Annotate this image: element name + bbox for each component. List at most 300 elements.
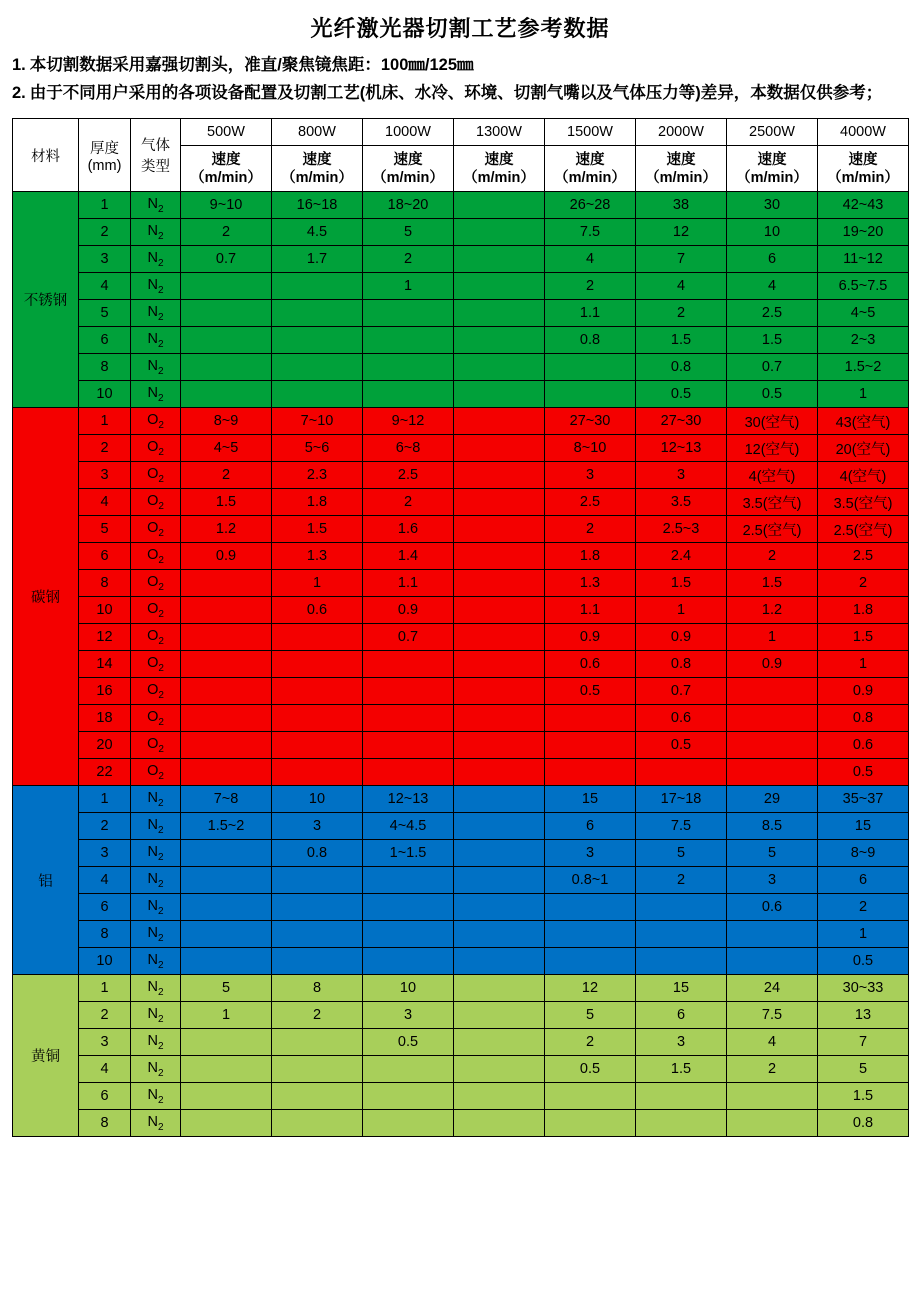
cell-speed: 0.5: [545, 1056, 636, 1083]
cell-speed: [181, 678, 272, 705]
cell-speed: 0.8~1: [545, 867, 636, 894]
cell-gas-type: $N_2$: [131, 300, 181, 327]
cell-speed: 5: [545, 1002, 636, 1029]
cell-speed: [363, 867, 454, 894]
cell-gas-type: $N_2$: [131, 273, 181, 300]
cell-speed: 0.8: [545, 327, 636, 354]
cell-speed: [363, 759, 454, 786]
cell-speed: 1~1.5: [363, 840, 454, 867]
cell-thickness: 12: [79, 624, 131, 651]
cell-speed: 4(空气): [727, 462, 818, 489]
cell-gas-type: $N_2$: [131, 867, 181, 894]
cell-speed: [181, 381, 272, 408]
cell-speed: [454, 921, 545, 948]
cell-speed: [181, 894, 272, 921]
speed-label: 速度: [757, 151, 787, 168]
cell-speed: 29: [727, 786, 818, 813]
cell-speed: 43(空气): [818, 408, 909, 435]
cell-speed: 2: [545, 273, 636, 300]
cell-speed: 5: [727, 840, 818, 867]
cell-speed: 3.5(空气): [727, 489, 818, 516]
cell-thickness: 22: [79, 759, 131, 786]
speed-unit: （m/min）: [554, 169, 626, 186]
cell-speed: 24: [727, 975, 818, 1002]
cell-speed: 8~9: [818, 840, 909, 867]
cell-speed: 0.7: [181, 246, 272, 273]
cell-gas-type: $O_2$: [131, 759, 181, 786]
cell-gas-type: $N_2$: [131, 894, 181, 921]
cell-speed: 0.8: [636, 354, 727, 381]
cell-speed: 4: [636, 273, 727, 300]
cell-speed: 1.6: [363, 516, 454, 543]
cell-speed: 4: [727, 1029, 818, 1056]
table-row: [13, 1029, 909, 1056]
cell-thickness: 1: [79, 192, 131, 219]
cell-speed: [272, 759, 363, 786]
cell-speed: [272, 300, 363, 327]
cell-speed: 6~8: [363, 435, 454, 462]
cell-speed: 2: [818, 894, 909, 921]
cell-speed: 2: [545, 516, 636, 543]
cell-thickness: 3: [79, 840, 131, 867]
cell-gas-type: $N_2$: [131, 327, 181, 354]
cell-speed: [181, 624, 272, 651]
table-row: [13, 597, 909, 624]
note-number: 1.: [12, 56, 26, 74]
cell-speed: [454, 678, 545, 705]
cell-speed: 0.5: [363, 1029, 454, 1056]
cell-speed: 1: [818, 651, 909, 678]
cell-speed: 0.5: [727, 381, 818, 408]
cell-speed: 3: [636, 1029, 727, 1056]
cell-speed: [181, 1029, 272, 1056]
cell-speed: [272, 624, 363, 651]
cell-speed: [363, 894, 454, 921]
page-title: 光纤激光器切割工艺参考数据: [310, 16, 610, 41]
cell-speed: 1.5: [636, 327, 727, 354]
cell-speed: 13: [818, 1002, 909, 1029]
header-power-800w: 800W: [272, 119, 363, 146]
cell-gas-type: $N_2$: [131, 786, 181, 813]
table-row: [13, 786, 909, 813]
table-row: [13, 975, 909, 1002]
cell-gas-type: $N_2$: [131, 1083, 181, 1110]
cell-speed: 1.5: [636, 1056, 727, 1083]
cell-speed: 1: [727, 624, 818, 651]
cell-speed: 17~18: [636, 786, 727, 813]
cell-speed: 1.8: [818, 597, 909, 624]
cell-thickness: 2: [79, 219, 131, 246]
cell-speed: 2: [818, 570, 909, 597]
cell-speed: 2.5: [818, 543, 909, 570]
note-item: [12, 53, 908, 79]
cell-speed: [272, 948, 363, 975]
cell-speed: 6: [545, 813, 636, 840]
cell-speed: [181, 651, 272, 678]
cell-speed: 12(空气): [727, 435, 818, 462]
cell-speed: 1.5: [181, 489, 272, 516]
cell-speed: 0.9: [818, 678, 909, 705]
cell-gas-type: $O_2$: [131, 489, 181, 516]
cell-speed: [181, 300, 272, 327]
cell-speed: 30~33: [818, 975, 909, 1002]
cell-speed: [454, 759, 545, 786]
cell-speed: [363, 327, 454, 354]
table-row: [13, 840, 909, 867]
cell-speed: 2: [636, 300, 727, 327]
table-row: [13, 948, 909, 975]
header-power-4000w: 4000W: [818, 119, 909, 146]
cell-speed: 0.5: [545, 678, 636, 705]
cell-speed: [454, 1110, 545, 1137]
speed-unit: （m/min）: [463, 169, 535, 186]
cell-thickness: 6: [79, 327, 131, 354]
cell-speed: 2: [181, 462, 272, 489]
cell-speed: [181, 948, 272, 975]
table-row: [13, 894, 909, 921]
cell-speed: [545, 1110, 636, 1137]
cell-speed: 2: [727, 543, 818, 570]
cell-speed: [272, 381, 363, 408]
cell-thickness: 2: [79, 435, 131, 462]
cell-speed: 1: [818, 381, 909, 408]
cell-speed: [454, 894, 545, 921]
cell-speed: 8: [272, 975, 363, 1002]
cell-speed: [181, 1083, 272, 1110]
table-row: [13, 813, 909, 840]
table-header: [13, 119, 909, 192]
header-speed-1500w: [545, 146, 636, 192]
cell-speed: [181, 867, 272, 894]
cell-speed: 4~5: [818, 300, 909, 327]
header-speed-2000w: [636, 146, 727, 192]
cell-speed: 0.5: [818, 759, 909, 786]
cell-speed: [636, 894, 727, 921]
cell-speed: 11~12: [818, 246, 909, 273]
cell-speed: 0.6: [636, 705, 727, 732]
cell-speed: 5: [818, 1056, 909, 1083]
cell-speed: [272, 1110, 363, 1137]
cell-speed: 1.5: [818, 624, 909, 651]
cell-speed: 15: [636, 975, 727, 1002]
cell-speed: 6: [727, 246, 818, 273]
cell-gas-type: $O_2$: [131, 408, 181, 435]
cell-speed: 3: [545, 840, 636, 867]
cell-speed: 38: [636, 192, 727, 219]
cell-speed: [636, 921, 727, 948]
cell-speed: 19~20: [818, 219, 909, 246]
cell-speed: 1.1: [545, 597, 636, 624]
table-row: [13, 732, 909, 759]
cell-speed: [272, 1029, 363, 1056]
cell-speed: [545, 354, 636, 381]
cell-speed: 2.5: [727, 300, 818, 327]
cell-speed: [454, 489, 545, 516]
header-power-1500w: 1500W: [545, 119, 636, 146]
cell-speed: 1.5~2: [818, 354, 909, 381]
cell-speed: 1.2: [727, 597, 818, 624]
cell-speed: 6: [818, 867, 909, 894]
note-text: 本切割数据采用嘉强切割头，准直/聚焦镜焦距：100㎜/125㎜: [29, 56, 474, 74]
cell-speed: 5~6: [272, 435, 363, 462]
header-thickness-line1: 厚度: [90, 140, 119, 157]
cell-speed: 0.6: [818, 732, 909, 759]
cell-speed: [545, 732, 636, 759]
cell-speed: [454, 624, 545, 651]
cell-speed: [181, 732, 272, 759]
cell-speed: 2.5(空气): [727, 516, 818, 543]
cell-speed: 1.4: [363, 543, 454, 570]
cell-speed: [545, 381, 636, 408]
cell-speed: 2.5: [545, 489, 636, 516]
cell-thickness: 8: [79, 921, 131, 948]
cell-speed: [272, 354, 363, 381]
cell-speed: [454, 867, 545, 894]
speed-unit: （m/min）: [645, 169, 717, 186]
cell-speed: [181, 570, 272, 597]
note-number: 2.: [12, 83, 26, 102]
cell-gas-type: $N_2$: [131, 1056, 181, 1083]
cell-speed: [272, 921, 363, 948]
cell-speed: 12: [545, 975, 636, 1002]
note-item: [12, 81, 908, 107]
cell-gas-type: $N_2$: [131, 840, 181, 867]
cell-speed: 0.9: [363, 597, 454, 624]
cell-speed: 0.9: [636, 624, 727, 651]
header-speed-4000w: [818, 146, 909, 192]
cell-speed: 2.3: [272, 462, 363, 489]
speed-unit: （m/min）: [736, 169, 808, 186]
cell-speed: [454, 408, 545, 435]
speed-label: 速度: [575, 151, 605, 168]
cell-speed: [727, 759, 818, 786]
cell-speed: 3: [636, 462, 727, 489]
cell-speed: 1: [181, 1002, 272, 1029]
cell-speed: 2: [636, 867, 727, 894]
table-row: [13, 570, 909, 597]
cell-speed: 0.7: [636, 678, 727, 705]
cell-thickness: 6: [79, 1083, 131, 1110]
cell-thickness: 1: [79, 408, 131, 435]
header-speed-1000w: [363, 146, 454, 192]
cutting-parameters-table: [12, 118, 909, 1137]
cell-gas-type: $O_2$: [131, 651, 181, 678]
cell-speed: 4(空气): [818, 462, 909, 489]
cell-speed: [727, 921, 818, 948]
cell-speed: 1.5: [272, 516, 363, 543]
cell-gas-type: $N_2$: [131, 246, 181, 273]
cell-speed: [181, 327, 272, 354]
cell-gas-type: $N_2$: [131, 219, 181, 246]
cell-thickness: 1: [79, 975, 131, 1002]
header-gas-line1: 气体: [141, 138, 170, 155]
cell-speed: [727, 732, 818, 759]
table-row: [13, 1056, 909, 1083]
cell-speed: [181, 1056, 272, 1083]
cell-speed: 0.5: [818, 948, 909, 975]
cell-speed: 12~13: [363, 786, 454, 813]
cell-speed: 15: [818, 813, 909, 840]
cell-speed: 2: [363, 246, 454, 273]
table-row: [13, 624, 909, 651]
cell-speed: 26~28: [545, 192, 636, 219]
cell-thickness: 2: [79, 1002, 131, 1029]
cell-speed: 10: [363, 975, 454, 1002]
cell-speed: 4~5: [181, 435, 272, 462]
cell-speed: [272, 1083, 363, 1110]
cell-speed: 3: [727, 867, 818, 894]
cell-speed: 7.5: [727, 1002, 818, 1029]
cell-speed: 8.5: [727, 813, 818, 840]
cell-thickness: 8: [79, 1110, 131, 1137]
cell-speed: 0.6: [545, 651, 636, 678]
cell-speed: 35~37: [818, 786, 909, 813]
table-row: [13, 219, 909, 246]
cell-speed: [363, 381, 454, 408]
cell-speed: 2: [727, 1056, 818, 1083]
cell-speed: 16~18: [272, 192, 363, 219]
cell-speed: 2: [545, 1029, 636, 1056]
cell-speed: [454, 516, 545, 543]
cell-speed: [272, 1056, 363, 1083]
header-speed-2500w: [727, 146, 818, 192]
cell-speed: [181, 354, 272, 381]
cell-speed: 20(空气): [818, 435, 909, 462]
cell-thickness: 3: [79, 462, 131, 489]
speed-label: 速度: [211, 151, 241, 168]
cell-speed: [636, 1110, 727, 1137]
cell-gas-type: $N_2$: [131, 948, 181, 975]
cell-thickness: 6: [79, 543, 131, 570]
material-label-carbon: 碳钢: [13, 408, 79, 786]
cell-speed: [272, 732, 363, 759]
cell-speed: [454, 273, 545, 300]
cell-speed: [727, 678, 818, 705]
cell-speed: 7~10: [272, 408, 363, 435]
table-row: [13, 1110, 909, 1137]
cell-speed: [272, 273, 363, 300]
cell-speed: 3: [545, 462, 636, 489]
cell-gas-type: $N_2$: [131, 1029, 181, 1056]
cell-speed: 1: [363, 273, 454, 300]
cell-speed: [636, 948, 727, 975]
cell-speed: [181, 1110, 272, 1137]
cell-speed: 1.7: [272, 246, 363, 273]
cell-thickness: 10: [79, 948, 131, 975]
table-row: [13, 921, 909, 948]
cell-speed: [454, 1056, 545, 1083]
table-row: [13, 516, 909, 543]
cell-speed: [454, 840, 545, 867]
cell-speed: 9~10: [181, 192, 272, 219]
cell-speed: [454, 1083, 545, 1110]
header-material: 材料: [13, 119, 79, 192]
header-power-2500w: 2500W: [727, 119, 818, 146]
cell-speed: 4: [727, 273, 818, 300]
cell-speed: [454, 651, 545, 678]
cell-speed: [545, 921, 636, 948]
cell-speed: 1.3: [272, 543, 363, 570]
cell-speed: 7: [636, 246, 727, 273]
header-thickness: [79, 119, 131, 192]
cell-thickness: 6: [79, 894, 131, 921]
speed-label: 速度: [666, 151, 696, 168]
cell-speed: [727, 1110, 818, 1137]
header-power-1300w: 1300W: [454, 119, 545, 146]
cell-speed: 0.9: [181, 543, 272, 570]
cell-gas-type: $N_2$: [131, 921, 181, 948]
cell-speed: 7~8: [181, 786, 272, 813]
cell-speed: [181, 840, 272, 867]
table-row: [13, 435, 909, 462]
cell-speed: [363, 354, 454, 381]
header-power-500w: 500W: [181, 119, 272, 146]
cell-speed: [272, 705, 363, 732]
cell-speed: [545, 705, 636, 732]
cell-speed: 0.7: [363, 624, 454, 651]
note-text: 由于不同用户采用的各项设备配置及切割工艺(机床、水冷、环境、切割气嘴以及气体压力等)差异，本数据仅供参考；: [29, 83, 883, 102]
cell-gas-type: $O_2$: [131, 624, 181, 651]
cell-gas-type: $N_2$: [131, 192, 181, 219]
table-row: [13, 327, 909, 354]
table-row: [13, 543, 909, 570]
cell-speed: [363, 921, 454, 948]
cell-speed: 5: [363, 219, 454, 246]
table-row: [13, 705, 909, 732]
cell-speed: 0.5: [636, 732, 727, 759]
table-row: [13, 1002, 909, 1029]
cell-speed: [363, 948, 454, 975]
cell-speed: 1: [636, 597, 727, 624]
cell-gas-type: $N_2$: [131, 813, 181, 840]
cell-speed: 10: [727, 219, 818, 246]
cell-speed: [454, 354, 545, 381]
header-thickness-line2: (mm): [87, 157, 122, 174]
header-power-1000w: 1000W: [363, 119, 454, 146]
table-row: [13, 192, 909, 219]
cell-speed: [545, 948, 636, 975]
cell-speed: 3: [363, 1002, 454, 1029]
cell-speed: 2: [363, 489, 454, 516]
cell-speed: [272, 651, 363, 678]
cell-speed: 1.1: [363, 570, 454, 597]
cell-speed: 2.5~3: [636, 516, 727, 543]
table-row: [13, 381, 909, 408]
cell-speed: [363, 732, 454, 759]
cell-speed: 0.9: [545, 624, 636, 651]
cell-speed: [454, 462, 545, 489]
cell-speed: 3: [272, 813, 363, 840]
cell-speed: 1.5: [818, 1083, 909, 1110]
cell-gas-type: $O_2$: [131, 435, 181, 462]
cell-speed: [636, 759, 727, 786]
table-row: [13, 246, 909, 273]
cell-thickness: 10: [79, 381, 131, 408]
material-label-stainless: 不锈钢: [13, 192, 79, 408]
cell-speed: [454, 327, 545, 354]
cell-speed: 1: [272, 570, 363, 597]
cell-speed: 0.6: [272, 597, 363, 624]
cell-gas-type: $O_2$: [131, 705, 181, 732]
cell-speed: 1.8: [545, 543, 636, 570]
cell-thickness: 4: [79, 867, 131, 894]
cell-gas-type: $N_2$: [131, 1002, 181, 1029]
cell-gas-type: $O_2$: [131, 678, 181, 705]
cell-speed: 4.5: [272, 219, 363, 246]
cell-speed: [454, 732, 545, 759]
cell-speed: [454, 246, 545, 273]
header-speed-800w: [272, 146, 363, 192]
